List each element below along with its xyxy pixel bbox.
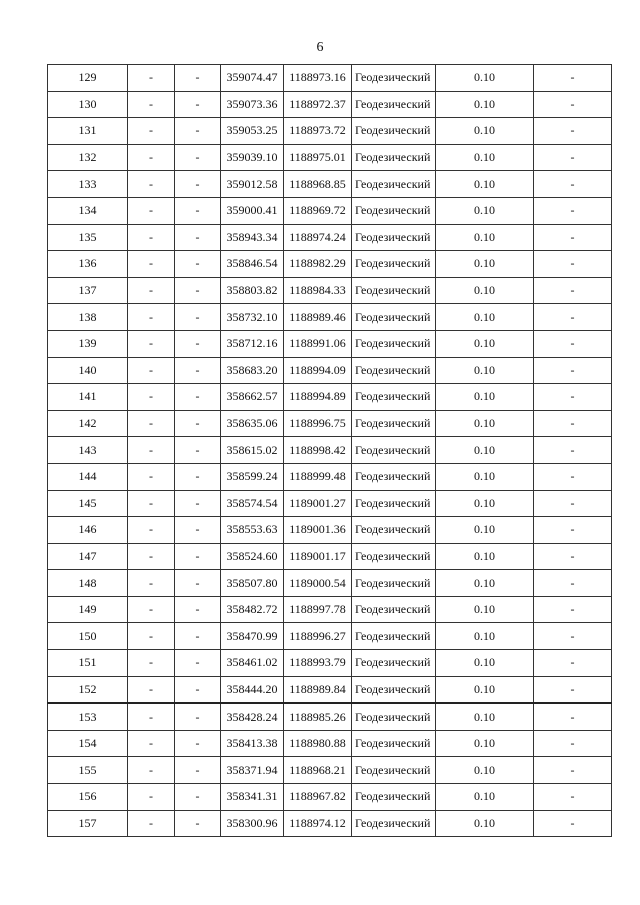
point-number-cell: 140 <box>48 357 128 384</box>
description-cell: - <box>534 810 612 837</box>
point-number-cell: 135 <box>48 224 128 251</box>
point-number-cell: 141 <box>48 384 128 411</box>
y-coordinate-cell: 1188980.88 <box>284 730 352 757</box>
description-cell: - <box>534 118 612 145</box>
y-coordinate-cell: 1189000.54 <box>284 570 352 597</box>
y-coordinate-cell: 1188989.46 <box>284 304 352 331</box>
x-coordinate-cell: 358574.54 <box>221 490 284 517</box>
y-coordinate-cell: 1188973.72 <box>284 118 352 145</box>
x-coordinate-cell: 358615.02 <box>221 437 284 464</box>
x-coordinate-cell: 358943.34 <box>221 224 284 251</box>
x-coordinate-cell: 358524.60 <box>221 543 284 570</box>
description-cell: - <box>534 650 612 677</box>
point-number-cell: 133 <box>48 171 128 198</box>
accuracy-cell: 0.10 <box>436 623 534 650</box>
y-coordinate-cell: 1188974.12 <box>284 810 352 837</box>
method-cell: Геодезический <box>352 784 436 811</box>
method-cell: Геодезический <box>352 197 436 224</box>
y-coordinate-cell: 1188996.75 <box>284 410 352 437</box>
empty-cell-1: - <box>128 437 175 464</box>
description-cell: - <box>534 623 612 650</box>
x-coordinate-cell: 358507.80 <box>221 570 284 597</box>
empty-cell-2: - <box>175 596 221 623</box>
method-cell: Геодезический <box>352 490 436 517</box>
method-cell: Геодезический <box>352 650 436 677</box>
description-cell: - <box>534 490 612 517</box>
empty-cell-1: - <box>128 384 175 411</box>
y-coordinate-cell: 1189001.17 <box>284 543 352 570</box>
point-number-cell: 154 <box>48 730 128 757</box>
y-coordinate-cell: 1189001.27 <box>284 490 352 517</box>
point-number-cell: 131 <box>48 118 128 145</box>
x-coordinate-cell: 358635.06 <box>221 410 284 437</box>
method-cell: Геодезический <box>352 703 436 730</box>
empty-cell-2: - <box>175 384 221 411</box>
x-coordinate-cell: 358371.94 <box>221 757 284 784</box>
y-coordinate-cell: 1188993.79 <box>284 650 352 677</box>
y-coordinate-cell: 1188972.37 <box>284 91 352 118</box>
accuracy-cell: 0.10 <box>436 517 534 544</box>
method-cell: Геодезический <box>352 437 436 464</box>
point-number-cell: 136 <box>48 251 128 278</box>
point-number-cell: 157 <box>48 810 128 837</box>
description-cell: - <box>534 171 612 198</box>
empty-cell-1: - <box>128 650 175 677</box>
accuracy-cell: 0.10 <box>436 463 534 490</box>
description-cell: - <box>534 357 612 384</box>
empty-cell-2: - <box>175 410 221 437</box>
empty-cell-2: - <box>175 463 221 490</box>
accuracy-cell: 0.10 <box>436 784 534 811</box>
method-cell: Геодезический <box>352 543 436 570</box>
description-cell: - <box>534 543 612 570</box>
method-cell: Геодезический <box>352 277 436 304</box>
empty-cell-1: - <box>128 144 175 171</box>
empty-cell-2: - <box>175 490 221 517</box>
accuracy-cell: 0.10 <box>436 91 534 118</box>
method-cell: Геодезический <box>352 463 436 490</box>
point-number-cell: 129 <box>48 65 128 92</box>
y-coordinate-cell: 1188968.21 <box>284 757 352 784</box>
empty-cell-2: - <box>175 330 221 357</box>
empty-cell-1: - <box>128 676 175 703</box>
accuracy-cell: 0.10 <box>436 596 534 623</box>
empty-cell-1: - <box>128 810 175 837</box>
empty-cell-2: - <box>175 357 221 384</box>
y-coordinate-cell: 1188975.01 <box>284 144 352 171</box>
y-coordinate-cell: 1188968.85 <box>284 171 352 198</box>
accuracy-cell: 0.10 <box>436 197 534 224</box>
x-coordinate-cell: 358803.82 <box>221 277 284 304</box>
table-row <box>48 277 612 304</box>
empty-cell-2: - <box>175 91 221 118</box>
empty-cell-2: - <box>175 703 221 730</box>
x-coordinate-cell: 358712.16 <box>221 330 284 357</box>
table-row <box>48 410 612 437</box>
point-number-cell: 144 <box>48 463 128 490</box>
x-coordinate-cell: 359053.25 <box>221 118 284 145</box>
method-cell: Геодезический <box>352 65 436 92</box>
x-coordinate-cell: 358732.10 <box>221 304 284 331</box>
point-number-cell: 152 <box>48 676 128 703</box>
method-cell: Геодезический <box>352 251 436 278</box>
description-cell: - <box>534 224 612 251</box>
method-cell: Геодезический <box>352 224 436 251</box>
description-cell: - <box>534 384 612 411</box>
method-cell: Геодезический <box>352 357 436 384</box>
empty-cell-1: - <box>128 251 175 278</box>
accuracy-cell: 0.10 <box>436 757 534 784</box>
y-coordinate-cell: 1188985.26 <box>284 703 352 730</box>
empty-cell-1: - <box>128 543 175 570</box>
accuracy-cell: 0.10 <box>436 437 534 464</box>
x-coordinate-cell: 358461.02 <box>221 650 284 677</box>
empty-cell-2: - <box>175 171 221 198</box>
x-coordinate-cell: 358428.24 <box>221 703 284 730</box>
point-number-cell: 145 <box>48 490 128 517</box>
table-row <box>48 437 612 464</box>
y-coordinate-cell: 1188994.09 <box>284 357 352 384</box>
point-number-cell: 150 <box>48 623 128 650</box>
x-coordinate-cell: 358662.57 <box>221 384 284 411</box>
x-coordinate-cell: 359073.36 <box>221 91 284 118</box>
method-cell: Геодезический <box>352 757 436 784</box>
description-cell: - <box>534 65 612 92</box>
accuracy-cell: 0.10 <box>436 570 534 597</box>
accuracy-cell: 0.10 <box>436 676 534 703</box>
y-coordinate-cell: 1188997.78 <box>284 596 352 623</box>
x-coordinate-cell: 358470.99 <box>221 623 284 650</box>
table-row <box>48 118 612 145</box>
description-cell: - <box>534 596 612 623</box>
point-number-cell: 139 <box>48 330 128 357</box>
table-row <box>48 570 612 597</box>
page-number: 6 <box>316 40 324 55</box>
table-row <box>48 730 612 757</box>
y-coordinate-cell: 1188991.06 <box>284 330 352 357</box>
description-cell: - <box>534 144 612 171</box>
description-cell: - <box>534 784 612 811</box>
table-row <box>48 517 612 544</box>
empty-cell-2: - <box>175 784 221 811</box>
accuracy-cell: 0.10 <box>436 810 534 837</box>
description-cell: - <box>534 570 612 597</box>
description-cell: - <box>534 410 612 437</box>
accuracy-cell: 0.10 <box>436 224 534 251</box>
empty-cell-2: - <box>175 144 221 171</box>
empty-cell-1: - <box>128 703 175 730</box>
empty-cell-1: - <box>128 517 175 544</box>
description-cell: - <box>534 437 612 464</box>
accuracy-cell: 0.10 <box>436 118 534 145</box>
table-row <box>48 757 612 784</box>
empty-cell-2: - <box>175 437 221 464</box>
empty-cell-2: - <box>175 730 221 757</box>
empty-cell-2: - <box>175 517 221 544</box>
y-coordinate-cell: 1188973.16 <box>284 65 352 92</box>
x-coordinate-cell: 358683.20 <box>221 357 284 384</box>
table-row <box>48 543 612 570</box>
accuracy-cell: 0.10 <box>436 357 534 384</box>
x-coordinate-cell: 358444.20 <box>221 676 284 703</box>
empty-cell-1: - <box>128 463 175 490</box>
point-number-cell: 156 <box>48 784 128 811</box>
empty-cell-2: - <box>175 757 221 784</box>
method-cell: Геодезический <box>352 410 436 437</box>
point-number-cell: 143 <box>48 437 128 464</box>
y-coordinate-cell: 1188982.29 <box>284 251 352 278</box>
accuracy-cell: 0.10 <box>436 410 534 437</box>
description-cell: - <box>534 517 612 544</box>
method-cell: Геодезический <box>352 623 436 650</box>
empty-cell-1: - <box>128 623 175 650</box>
empty-cell-1: - <box>128 224 175 251</box>
point-number-cell: 132 <box>48 144 128 171</box>
table-row <box>48 304 612 331</box>
empty-cell-1: - <box>128 197 175 224</box>
table-row <box>48 676 612 703</box>
method-cell: Геодезический <box>352 384 436 411</box>
empty-cell-1: - <box>128 357 175 384</box>
x-coordinate-cell: 358341.31 <box>221 784 284 811</box>
table-row <box>48 384 612 411</box>
description-cell: - <box>534 676 612 703</box>
accuracy-cell: 0.10 <box>436 543 534 570</box>
x-coordinate-cell: 358599.24 <box>221 463 284 490</box>
accuracy-cell: 0.10 <box>436 384 534 411</box>
accuracy-cell: 0.10 <box>436 171 534 198</box>
table-row <box>48 144 612 171</box>
y-coordinate-cell: 1188969.72 <box>284 197 352 224</box>
point-number-cell: 149 <box>48 596 128 623</box>
accuracy-cell: 0.10 <box>436 304 534 331</box>
method-cell: Геодезический <box>352 810 436 837</box>
x-coordinate-cell: 358846.54 <box>221 251 284 278</box>
empty-cell-1: - <box>128 277 175 304</box>
accuracy-cell: 0.10 <box>436 277 534 304</box>
empty-cell-2: - <box>175 543 221 570</box>
description-cell: - <box>534 197 612 224</box>
x-coordinate-cell: 358413.38 <box>221 730 284 757</box>
method-cell: Геодезический <box>352 91 436 118</box>
description-cell: - <box>534 304 612 331</box>
accuracy-cell: 0.10 <box>436 730 534 757</box>
x-coordinate-cell: 358553.63 <box>221 517 284 544</box>
y-coordinate-cell: 1188999.48 <box>284 463 352 490</box>
table-row <box>48 623 612 650</box>
x-coordinate-cell: 359074.47 <box>221 65 284 92</box>
method-cell: Геодезический <box>352 676 436 703</box>
description-cell: - <box>534 330 612 357</box>
method-cell: Геодезический <box>352 118 436 145</box>
point-number-cell: 138 <box>48 304 128 331</box>
description-cell: - <box>534 277 612 304</box>
empty-cell-2: - <box>175 623 221 650</box>
empty-cell-2: - <box>175 118 221 145</box>
empty-cell-1: - <box>128 596 175 623</box>
table-row <box>48 251 612 278</box>
description-cell: - <box>534 463 612 490</box>
accuracy-cell: 0.10 <box>436 251 534 278</box>
method-cell: Геодезический <box>352 517 436 544</box>
method-cell: Геодезический <box>352 730 436 757</box>
y-coordinate-cell: 1188984.33 <box>284 277 352 304</box>
description-cell: - <box>534 757 612 784</box>
empty-cell-1: - <box>128 757 175 784</box>
table-row <box>48 330 612 357</box>
x-coordinate-cell: 359000.41 <box>221 197 284 224</box>
accuracy-cell: 0.10 <box>436 65 534 92</box>
empty-cell-1: - <box>128 65 175 92</box>
accuracy-cell: 0.10 <box>436 330 534 357</box>
empty-cell-2: - <box>175 251 221 278</box>
empty-cell-1: - <box>128 304 175 331</box>
table-row <box>48 490 612 517</box>
empty-cell-1: - <box>128 330 175 357</box>
x-coordinate-cell: 358300.96 <box>221 810 284 837</box>
point-number-cell: 142 <box>48 410 128 437</box>
empty-cell-1: - <box>128 490 175 517</box>
description-cell: - <box>534 703 612 730</box>
method-cell: Геодезический <box>352 330 436 357</box>
x-coordinate-cell: 359039.10 <box>221 144 284 171</box>
accuracy-cell: 0.10 <box>436 703 534 730</box>
table-row <box>48 197 612 224</box>
empty-cell-1: - <box>128 784 175 811</box>
table-row <box>48 650 612 677</box>
empty-cell-2: - <box>175 650 221 677</box>
empty-cell-2: - <box>175 810 221 837</box>
table-row <box>48 171 612 198</box>
point-number-cell: 134 <box>48 197 128 224</box>
y-coordinate-cell: 1189001.36 <box>284 517 352 544</box>
method-cell: Геодезический <box>352 304 436 331</box>
table-row <box>48 784 612 811</box>
coordinates-table <box>47 64 612 837</box>
empty-cell-1: - <box>128 730 175 757</box>
empty-cell-1: - <box>128 570 175 597</box>
point-number-cell: 148 <box>48 570 128 597</box>
empty-cell-2: - <box>175 570 221 597</box>
empty-cell-2: - <box>175 197 221 224</box>
description-cell: - <box>534 251 612 278</box>
empty-cell-1: - <box>128 410 175 437</box>
empty-cell-1: - <box>128 91 175 118</box>
y-coordinate-cell: 1188996.27 <box>284 623 352 650</box>
point-number-cell: 146 <box>48 517 128 544</box>
table-row <box>48 703 612 730</box>
table-row <box>48 463 612 490</box>
x-coordinate-cell: 359012.58 <box>221 171 284 198</box>
empty-cell-2: - <box>175 277 221 304</box>
table-row <box>48 357 612 384</box>
method-cell: Геодезический <box>352 171 436 198</box>
description-cell: - <box>534 730 612 757</box>
point-number-cell: 153 <box>48 703 128 730</box>
empty-cell-2: - <box>175 304 221 331</box>
y-coordinate-cell: 1188994.89 <box>284 384 352 411</box>
table-row <box>48 91 612 118</box>
accuracy-cell: 0.10 <box>436 490 534 517</box>
accuracy-cell: 0.10 <box>436 650 534 677</box>
point-number-cell: 137 <box>48 277 128 304</box>
y-coordinate-cell: 1188967.82 <box>284 784 352 811</box>
table-row <box>48 596 612 623</box>
y-coordinate-cell: 1188974.24 <box>284 224 352 251</box>
empty-cell-2: - <box>175 676 221 703</box>
empty-cell-1: - <box>128 118 175 145</box>
description-cell: - <box>534 91 612 118</box>
point-number-cell: 151 <box>48 650 128 677</box>
point-number-cell: 155 <box>48 757 128 784</box>
point-number-cell: 147 <box>48 543 128 570</box>
method-cell: Геодезический <box>352 570 436 597</box>
empty-cell-2: - <box>175 65 221 92</box>
method-cell: Геодезический <box>352 596 436 623</box>
empty-cell-2: - <box>175 224 221 251</box>
y-coordinate-cell: 1188989.84 <box>284 676 352 703</box>
table-row <box>48 810 612 837</box>
point-number-cell: 130 <box>48 91 128 118</box>
table-row <box>48 65 612 92</box>
empty-cell-1: - <box>128 171 175 198</box>
x-coordinate-cell: 358482.72 <box>221 596 284 623</box>
table-row <box>48 224 612 251</box>
y-coordinate-cell: 1188998.42 <box>284 437 352 464</box>
method-cell: Геодезический <box>352 144 436 171</box>
accuracy-cell: 0.10 <box>436 144 534 171</box>
